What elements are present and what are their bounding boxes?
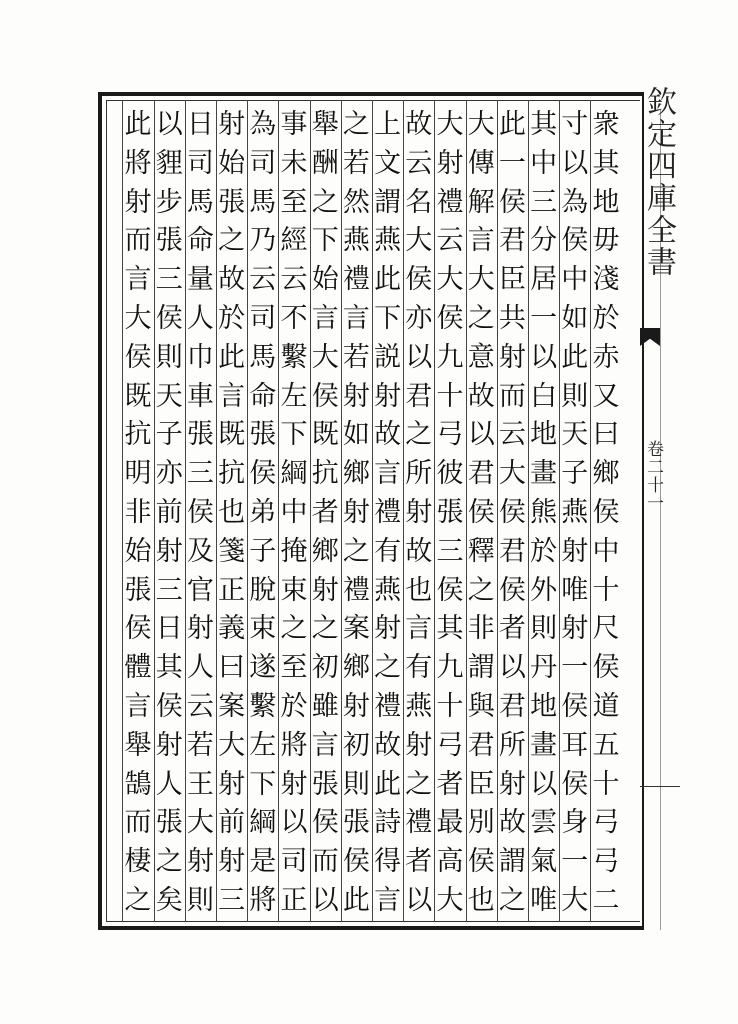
text-column: 舉 酬 之 下 始 言 大 侯 既 抗 者 鄉 射 之 初 雖 言 張 侯 而 以 <box>311 109 339 916</box>
fishtail-mark-icon <box>640 328 660 346</box>
text-column: 寸 以 為 侯 中 如 此 則 天 子 燕 射 唯 射 一 侯 耳 侯 身 一 大 <box>561 109 589 916</box>
text-column: 大 射 禮 云 大 侯 九 十 弓 彼 張 三 侯 其 九 十 弓 者 最 高 大 <box>436 109 464 916</box>
text-column: 上 文 謂 燕 此 下 説 射 故 言 禮 有 燕 射 之 禮 故 此 詩 得 言 <box>374 109 402 916</box>
text-column: 以 貍 步 張 三 侯 則 天 子 亦 前 射 三 日 其 侯 射 人 張 之 矣 <box>155 109 183 916</box>
text-column: 大 傳 解 言 大 之 意 故 以 君 侯 釋 之 非 謂 與 君 臣 別 侯 也 <box>467 109 495 916</box>
book-title: 欽定四庫全書 <box>641 86 676 278</box>
text-column: 此 將 射 而 言 大 侯 既 抗 明 非 始 張 侯 體 言 舉 鵠 而 棲 之 <box>124 109 152 916</box>
text-column: 其 中 三 分 居 一 以 白 地 畫 熊 於 外 則 丹 地 畫 以 雲 氣 唯 <box>530 109 558 916</box>
volume-label: 卷二十一 <box>643 440 663 512</box>
text-column: 事 未 至 經 云 不 繫 左 下 綱 中 掩 束 之 至 於 將 射 以 司 正 <box>280 109 308 916</box>
text-column: 之 若 然 燕 禮 言 若 射 如 鄉 射 之 禮 案 鄉 射 初 則 張 侯 此 <box>342 109 370 916</box>
text-column: 為 司 馬 乃 云 司 馬 命 張 侯 弟 子 脫 束 遂 繫 左 下 綱 是 將 <box>249 109 277 916</box>
text-column: 此 一 侯 君 臣 共 射 而 云 大 侯 君 侯 者 以 君 所 射 故 謂 之 <box>498 109 526 916</box>
text-column: 日 司 馬 命 量 人 巾 車 張 三 侯 及 官 射 人 云 若 王 大 射 則 <box>186 109 214 916</box>
text-column: 故 云 名 大 侯 亦 以 君 之 所 射 故 也 言 有 燕 射 之 禮 者 以 <box>405 109 433 916</box>
text-column: 射 始 張 之 故 於 此 言 既 抗 也 箋 正 義 曰 案 大 射 前 射 三 <box>218 109 246 916</box>
margin-rule <box>640 786 680 787</box>
column-rule <box>122 100 123 922</box>
text-column: 衆 其 地 毋 淺 於 赤 又 曰 鄉 侯 中 十 尺 侯 道 五 十 弓 弓 二 <box>592 109 620 916</box>
